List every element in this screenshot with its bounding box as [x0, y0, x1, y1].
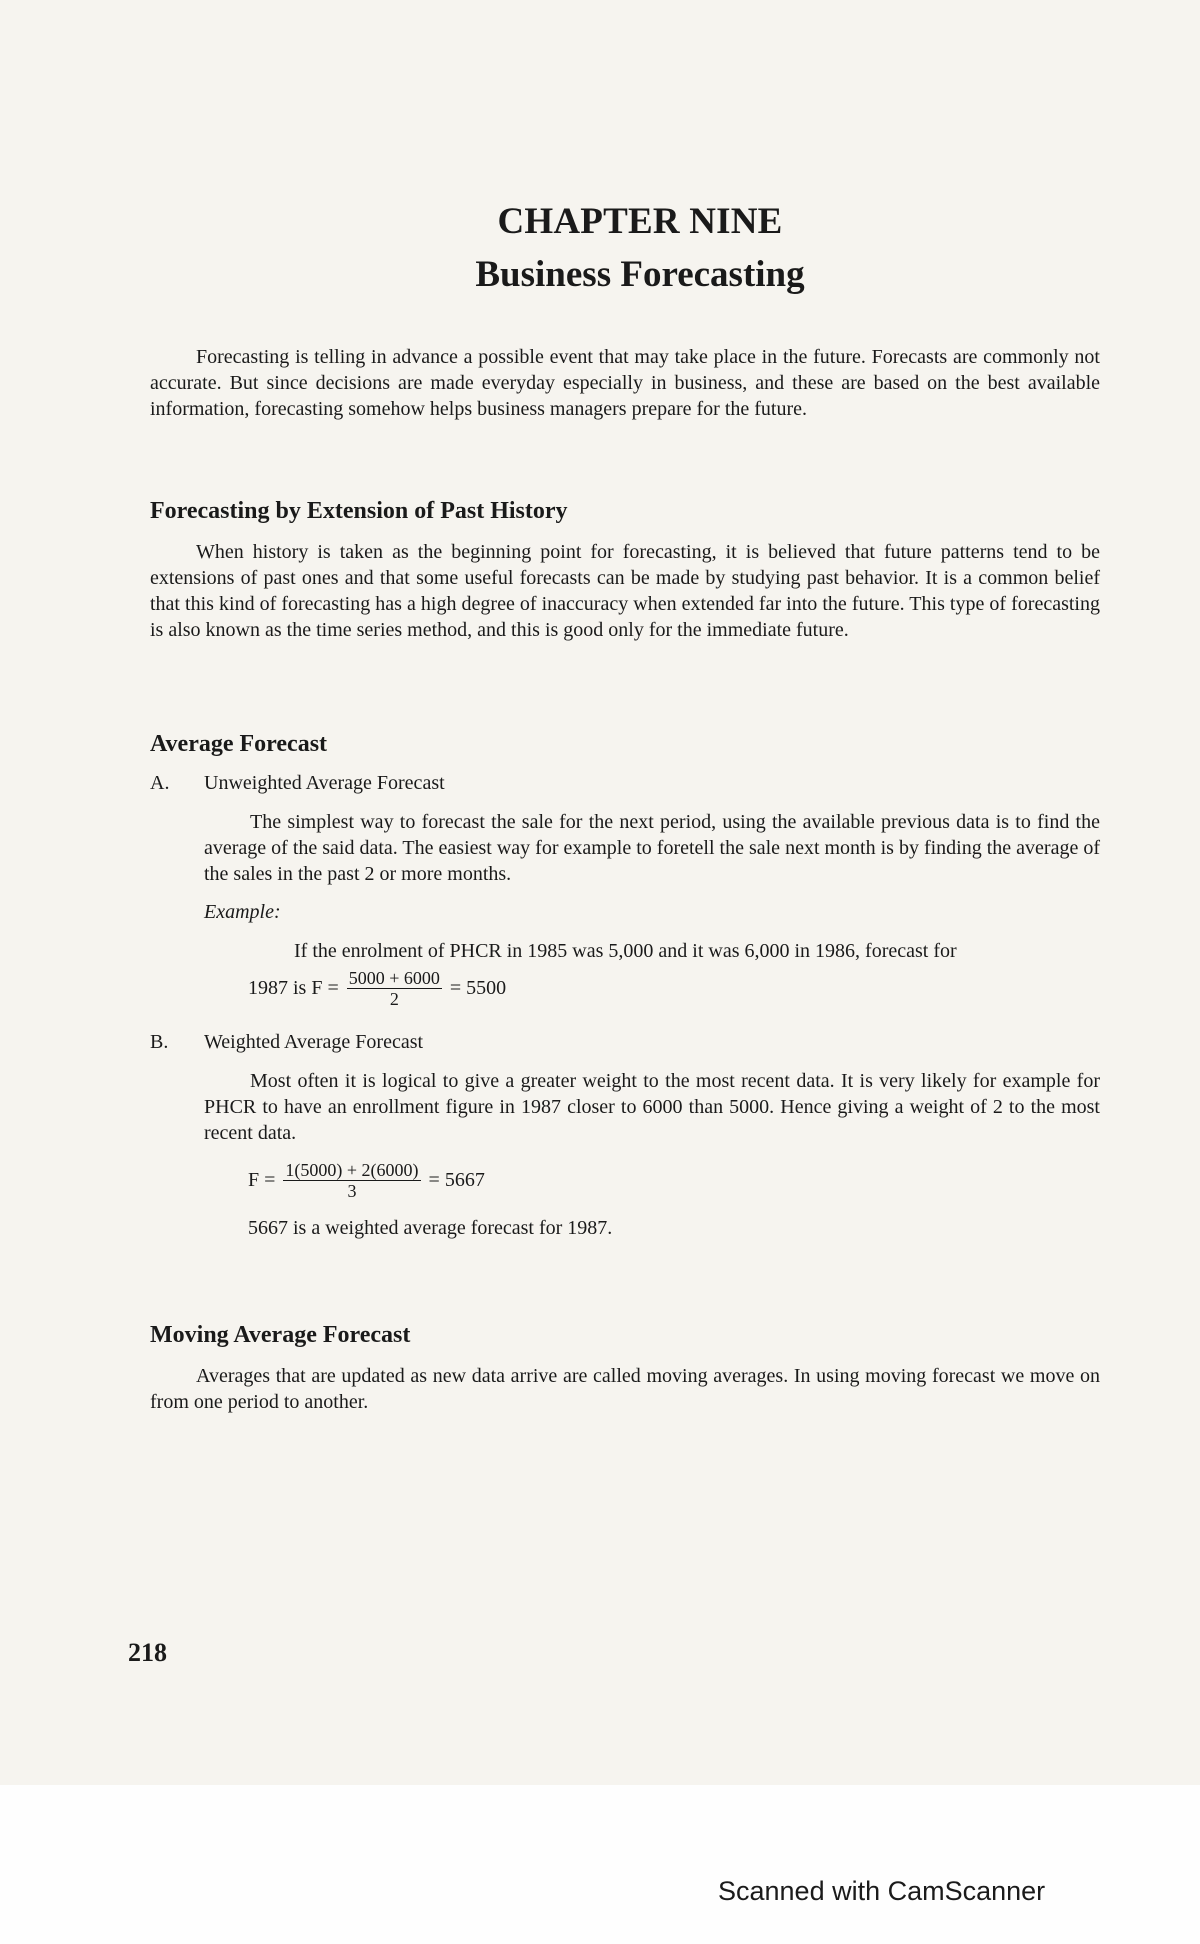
fraction-numerator: 1(5000) + 2(6000)	[285, 1160, 419, 1180]
past-history-paragraph: When history is taken as the beginning point for forecasting, it is believed that future patterns tend to be extensions of past ones and that some useful forecasts can be made by studying past behavior. It is a common belief that this kind of forecasting has a high degree of inaccuracy when extended far into the future. This type of forecasting is also known as the time series method, and this is good only for the immediate future.	[150, 541, 1100, 641]
subsection-a-body	[150, 809, 1100, 1009]
fraction-denominator: 2	[389, 989, 399, 1009]
subsection-b-title: Weighted Average Forecast	[204, 1031, 424, 1053]
page-content	[150, 200, 1100, 1415]
weighted-fraction	[283, 1160, 420, 1201]
weighted-conclusion: 5667 is a weighted average forecast for 1987.	[248, 1217, 613, 1239]
weighted-equation	[204, 1160, 1100, 1201]
chapter-label: CHAPTER NINE	[497, 201, 783, 242]
subsection-a-heading	[150, 772, 1100, 795]
chapter-title: Business Forecasting	[475, 254, 805, 295]
intro-paragraph: Forecasting is telling in advance a possible event that may take place in the future. Forecasts are commonly not accurate. But since decisions are made everyday especially in business, and these are based on the best available information, forecasting somehow helps business managers prepare for the future.	[150, 346, 1100, 420]
subsection-a-letter: A.	[150, 772, 170, 794]
scanner-watermark: Scanned with CamScanner	[718, 1876, 1046, 1906]
subsection-b-letter: B.	[150, 1031, 169, 1053]
moving-average-paragraph: Averages that are updated as new data arrive are called moving averages. In using moving forecast we move on from one period to another.	[150, 1365, 1100, 1413]
subsection-b-heading	[150, 1031, 1100, 1054]
fraction-numerator: 5000 + 6000	[348, 968, 440, 988]
fraction-denominator: 3	[347, 1181, 357, 1201]
unweighted-paragraph: The simplest way to forecast the sale for the next period, using the available previous data is to find the average of the said data. The easiest way for example to foretell the sale next month is by finding the average of the sales in the past 2 or more months.	[204, 811, 1100, 885]
section-heading-average-forecast: Average Forecast	[150, 731, 328, 757]
section-heading-moving-average: Moving Average Forecast	[150, 1322, 411, 1348]
subsection-b-body	[150, 1068, 1100, 1240]
equation-result: = 5667	[428, 1169, 485, 1191]
example-label: Example:	[204, 901, 281, 923]
unweighted-fraction	[347, 968, 442, 1009]
weighted-paragraph: Most often it is logical to give a greater weight to the most recent data. It is very likely for example for PHCR to have an enrollment figure in 1987 closer to 6000 than 5000. Hence giving a weight of 2 to the most recent data.	[204, 1070, 1100, 1144]
subsection-a-title: Unweighted Average Forecast	[204, 772, 445, 794]
equation-result: = 5500	[449, 977, 507, 999]
equation-lead: 1987 is F =	[248, 977, 339, 999]
section-heading-past-history: Forecasting by Extension of Past History	[150, 498, 568, 524]
equation-lead: F =	[248, 1169, 276, 1191]
page-number: 218	[128, 1638, 167, 1667]
example-text: If the enrolment of PHCR in 1985 was 5,000 and it was 6,000 in 1986, forecast for	[294, 940, 957, 962]
unweighted-equation	[204, 968, 1100, 1009]
